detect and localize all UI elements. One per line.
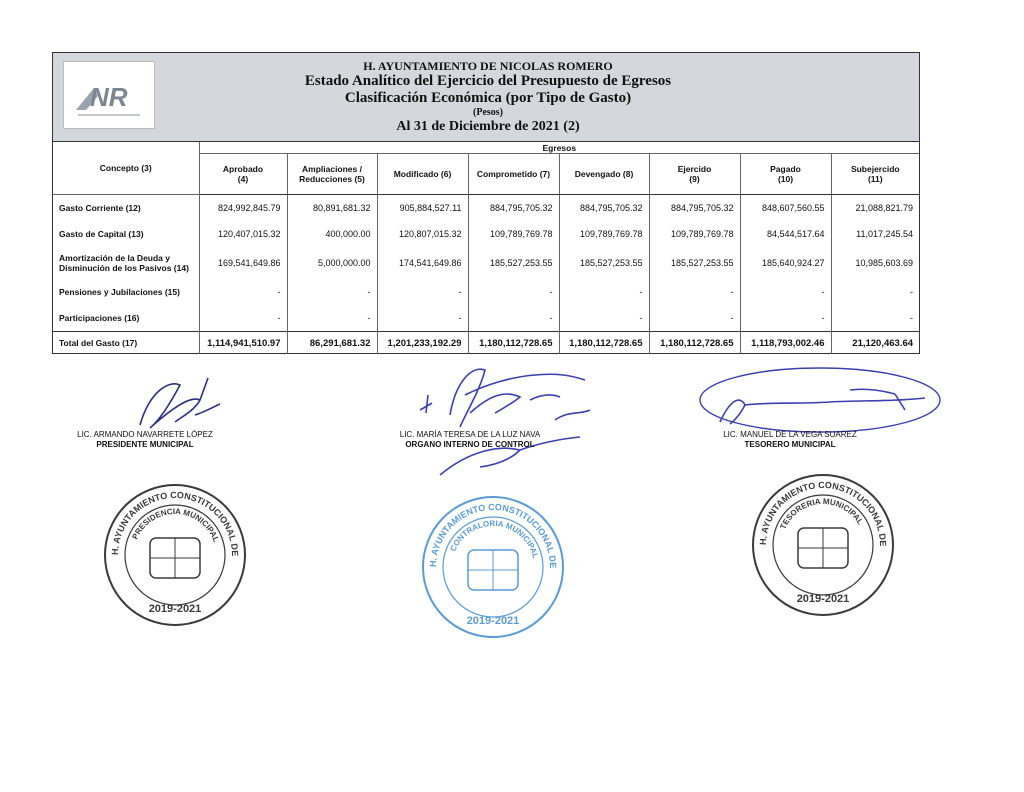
row-value: 884,795,705.32 (649, 195, 740, 222)
row-value: 84,544,517.64 (740, 221, 831, 247)
row-concept: Gasto Corriente (12) (59, 203, 141, 213)
column-header-label: Ejercido (677, 164, 712, 174)
column-header (740, 154, 831, 195)
seal-years: 2019-2021 (796, 593, 850, 605)
row-value: 1,114,941,510.97 (199, 332, 287, 355)
row-value: 824,992,845.79 (199, 195, 287, 222)
row-value: - (468, 305, 559, 332)
row-value: 884,795,705.32 (559, 195, 649, 222)
row-value: 905,884,527.11 (377, 195, 468, 222)
row-value: - (649, 305, 740, 332)
column-header-label: Modificado (6) (393, 169, 452, 179)
signer-name-comptroller: LIC. MARÍA TERESA DE LA LUZ NAVA (399, 430, 541, 439)
signer-title-comptroller: ORGANO INTERNO DE CONTROL (405, 440, 535, 449)
signer-title-president: PRESIDENTE MUNICIPAL (96, 440, 194, 449)
row-value: 21,120,463.64 (831, 332, 919, 355)
row-concept: Gasto de Capital (13) (59, 229, 144, 239)
row-value: - (377, 305, 468, 332)
row-value: 185,527,253.55 (649, 247, 740, 279)
row-concept: Total del Gasto (17) (53, 332, 199, 355)
report-header (53, 53, 919, 142)
signature-block-president (60, 430, 230, 450)
row-value: - (287, 305, 377, 332)
row-value: 11,017,245.54 (831, 221, 919, 247)
row-value: - (199, 279, 287, 305)
column-header-label: Aprobado (222, 164, 264, 174)
report-title: Estado Analítico del Ejercicio del Presupuesto de Egresos (304, 73, 672, 89)
seal-presidencia (100, 480, 250, 635)
budget-table (53, 142, 919, 354)
table-row (53, 279, 919, 305)
report-classification: Clasificación Económica (por Tipo de Gasto) (344, 90, 632, 106)
column-header-number: (4) (237, 174, 249, 184)
column-header (831, 154, 919, 195)
row-value: 174,541,649.86 (377, 247, 468, 279)
seal-contraloria (418, 492, 568, 647)
table-row (53, 305, 919, 332)
report-date: Al 31 de Diciembre de 2021 (2) (396, 119, 580, 134)
column-header-number: (9) (689, 174, 700, 184)
row-value: 120,407,015.32 (199, 221, 287, 247)
egresos-group-header: Egresos (199, 142, 919, 154)
column-header-number: (10) (777, 174, 794, 184)
row-concept: Amortización de la Deuda y Disminución de los Pasivos (14) (59, 253, 189, 273)
row-concept: Pensiones y Jubilaciones (15) (59, 287, 180, 297)
municipality-name: H. AYUNTAMIENTO DE NICOLAS ROMERO (363, 59, 613, 73)
row-value: - (559, 279, 649, 305)
column-header-label: Comprometido (7) (476, 169, 551, 179)
signature-block-comptroller (380, 430, 560, 450)
seal-ring-text: H. AYUNTAMIENTO CONSTITUCIONAL DE (427, 501, 559, 569)
signature-block-treasurer (700, 430, 880, 450)
signer-name-president: LIC. ARMANDO NAVARRETE LÓPEZ (77, 430, 213, 439)
seal-ring-text: H. AYUNTAMIENTO CONSTITUCIONAL DE (757, 479, 889, 547)
signer-name-treasurer: LIC. MANUEL DE LA VEGA SUAREZ (723, 430, 857, 439)
signer-title-treasurer: TESORERO MUNICIPAL (744, 440, 836, 449)
row-value: 109,789,769.78 (559, 221, 649, 247)
row-value: - (831, 305, 919, 332)
seal-dept-text: CONTRALORIA MUNICIPAL (448, 518, 541, 560)
concept-header: Concepto (3) (53, 142, 199, 195)
row-value: 5,000,000.00 (287, 247, 377, 279)
table-row (53, 221, 919, 247)
row-value: 185,527,253.55 (468, 247, 559, 279)
column-header-label: Subejercido (850, 164, 900, 174)
row-value: 1,180,112,728.65 (649, 332, 740, 355)
row-value: 848,607,560.55 (740, 195, 831, 222)
row-value: 21,088,821.79 (831, 195, 919, 222)
row-value: 1,180,112,728.65 (468, 332, 559, 355)
row-value: - (468, 279, 559, 305)
row-value: - (831, 279, 919, 305)
table-row (53, 247, 919, 279)
report-currency: (Pesos) (473, 107, 503, 118)
seal-years: 2019-2021 (148, 603, 202, 615)
table-row (53, 195, 919, 222)
column-header-number: (11) (867, 174, 883, 184)
svg-text:CONTRALORIA MUNICIPAL (448, 519, 540, 560)
row-value: - (287, 279, 377, 305)
row-value: 10,985,603.69 (831, 247, 919, 279)
row-concept: Participaciones (16) (59, 313, 140, 323)
column-header (377, 154, 468, 195)
row-value: - (649, 279, 740, 305)
row-value: - (377, 279, 468, 305)
column-header (559, 154, 649, 195)
column-header (649, 154, 740, 195)
column-header (199, 154, 287, 195)
row-value: 1,118,793,002.46 (740, 332, 831, 355)
row-value: 80,891,681.32 (287, 195, 377, 222)
row-value: 185,527,253.55 (559, 247, 649, 279)
budget-report (52, 52, 920, 354)
row-value: 1,201,233,192.29 (377, 332, 468, 355)
row-value: 400,000.00 (287, 221, 377, 247)
column-header-label: Devengado (8) (574, 169, 634, 179)
row-value: 185,640,924.27 (740, 247, 831, 279)
seal-ring-text: H. AYUNTAMIENTO CONSTITUCIONAL DE (109, 489, 241, 557)
row-value: 169,541,649.86 (199, 247, 287, 279)
column-header-label: Ampliaciones / Reducciones (5) (299, 164, 365, 184)
report-title-block (203, 59, 773, 135)
row-value: 884,795,705.32 (468, 195, 559, 222)
municipality-logo (63, 61, 155, 129)
seal-dept-text: TESORERIA MUNICIPAL (778, 496, 865, 531)
column-header (287, 154, 377, 195)
seal-tesoreria (748, 470, 898, 625)
row-value: - (740, 305, 831, 332)
svg-text:TESORERIA MUNICIPAL (778, 497, 865, 531)
svg-text:H. AYUNTAMIENTO CONSTITUCIONAL (100, 480, 240, 556)
row-value: 109,789,769.78 (649, 221, 740, 247)
column-header-label: Pagado (770, 164, 801, 174)
total-row (53, 332, 919, 355)
row-value: 1,180,112,728.65 (559, 332, 649, 355)
logo-text: NR (90, 82, 128, 112)
row-value: - (740, 279, 831, 305)
seal-years: 2019-2021 (466, 615, 520, 627)
row-value: 109,789,769.78 (468, 221, 559, 247)
column-header (468, 154, 559, 195)
seal-dept-text: PRESIDENCIA MUNICIPAL (130, 506, 221, 544)
row-value: - (199, 305, 287, 332)
signature-comptroller (410, 355, 630, 495)
row-value: - (559, 305, 649, 332)
svg-text:H. AYUNTAMIENTO CONSTITUCIONAL (748, 470, 888, 546)
row-value: 120,807,015.32 (377, 221, 468, 247)
row-value: 86,291,681.32 (287, 332, 377, 355)
